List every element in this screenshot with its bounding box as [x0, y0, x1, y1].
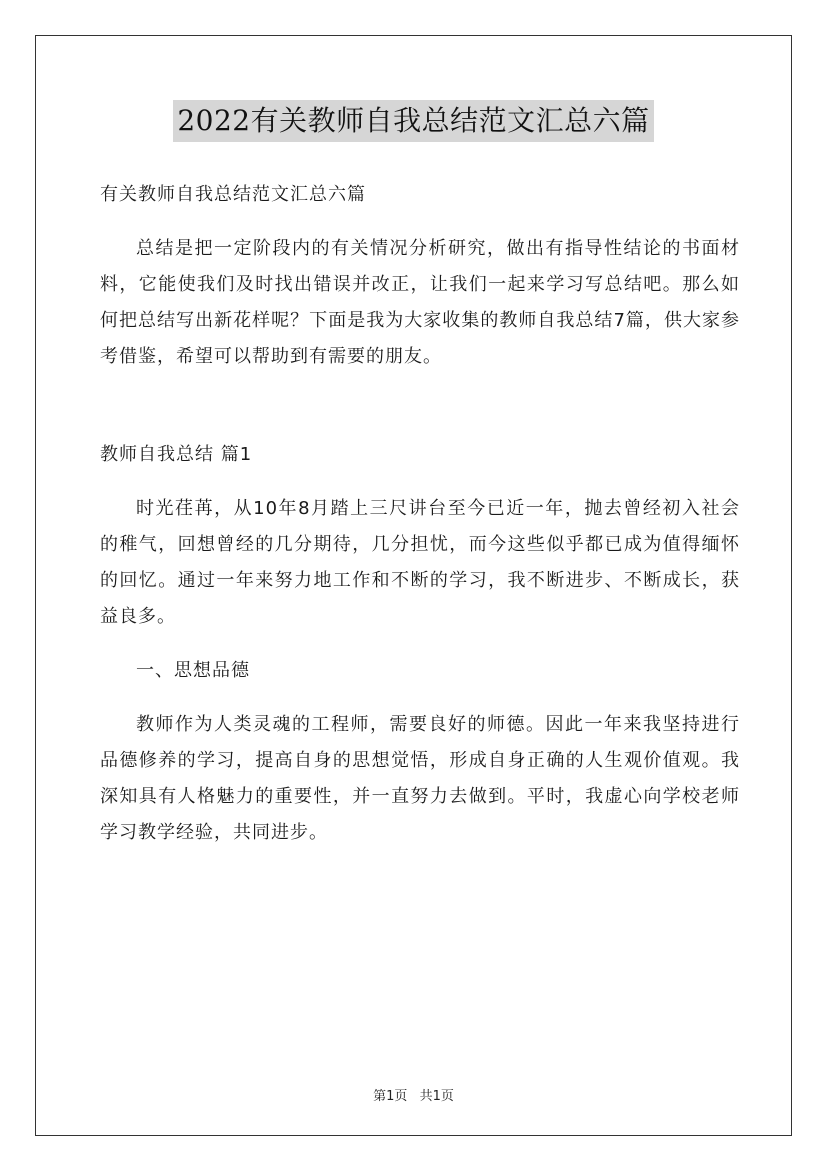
page-total: 共1页	[419, 1089, 454, 1104]
section-paragraph-1: 时光荏苒，从10年8月踏上三尺讲台至今已近一年，抛去曾经初入社会的稚气，回想曾经的几分期待，几分担忧，而今这些似乎都已成为值得缅怀的回忆。通过一年来努力地工作和不断的学习，我不断进步、不断成长，获益良多。	[100, 498, 740, 627]
sub-heading: 一、思想品德	[136, 660, 250, 681]
page-footer	[0, 1085, 827, 1104]
document-title: 2022有关教师自我总结范文汇总六篇	[173, 100, 653, 142]
document-body	[100, 177, 740, 869]
page-number: 第1页	[373, 1089, 408, 1104]
section-paragraph-2: 教师作为人类灵魂的工程师，需要良好的师德。因此一年来我坚持进行品德修养的学习，提高自身的思想觉悟，形成自身正确的人生观价值观。我深知具有人格魅力的重要性，并一直努力去做到。平时，我虚心向学校老师学习教学经验，共同进步。	[100, 714, 740, 843]
section-title: 教师自我总结 篇1	[100, 444, 253, 465]
document-subtitle: 有关教师自我总结范文汇总六篇	[100, 184, 366, 205]
title-container	[0, 100, 827, 142]
intro-paragraph: 总结是把一定阶段内的有关情况分析研究，做出有指导性结论的书面材料，它能使我们及时找出错误并改正，让我们一起来学习写总结吧。那么如何把总结写出新花样呢？下面是我为大家收集的教师自我总结7篇，供大家参考借鉴，希望可以帮助到有需要的朋友。	[100, 238, 740, 367]
